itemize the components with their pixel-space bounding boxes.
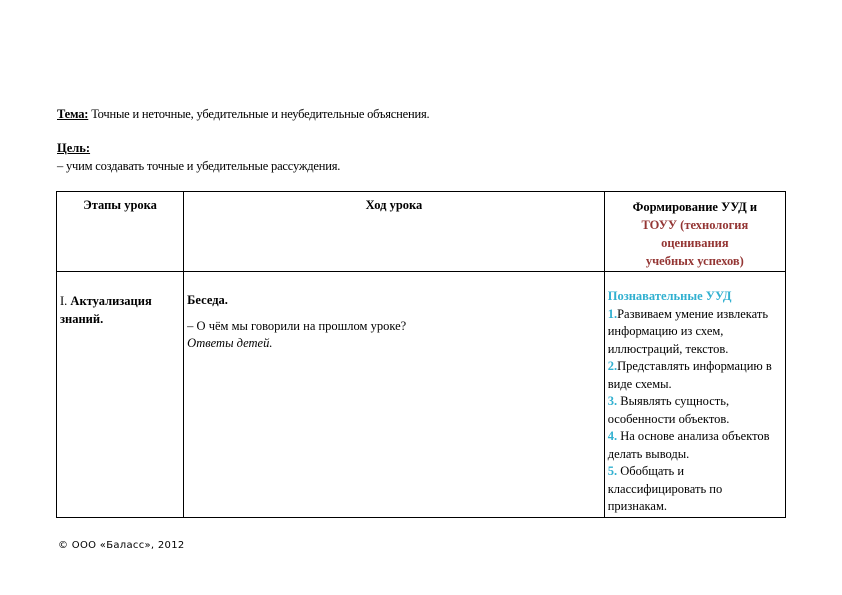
stage-number: I. xyxy=(60,294,71,308)
header-uud xyxy=(604,192,785,272)
course-title: Беседа. xyxy=(187,293,228,307)
uud-item: 3. Выявлять сущность, особенности объектов. xyxy=(607,394,730,426)
header-course: Ход урока xyxy=(184,192,605,272)
uud-item: 5. Обобщать и классифицировать по признакам. xyxy=(607,464,723,513)
topic-line xyxy=(57,107,429,122)
stage-cell xyxy=(57,272,184,518)
footer-copyright: © ООО «Баласс», 2012 xyxy=(58,540,185,551)
topic-text: Точные и неточные, убедительные и неубедительные объяснения. xyxy=(88,107,430,121)
course-answer: Ответы детей. xyxy=(187,336,273,350)
header-uud-line2: ТОУУ (технология xyxy=(641,218,749,232)
header-uud-line4: учебных успехов) xyxy=(645,254,744,268)
topic-label: Тема: xyxy=(57,107,89,121)
course-cell xyxy=(184,272,605,518)
table-header-row xyxy=(57,192,786,272)
stage-name: Актуализация знаний. xyxy=(60,294,152,326)
uud-item: 2.Представлять информацию в виде схемы. xyxy=(607,359,772,391)
uud-cell xyxy=(604,272,785,518)
header-stages: Этапы урока xyxy=(57,192,184,272)
course-question: – О чём мы говорили на прошлом уроке? xyxy=(187,319,407,333)
goal-label: Цель: xyxy=(57,141,91,155)
lesson-table xyxy=(56,191,786,518)
header-uud-line1: Формирование УУД и xyxy=(632,200,758,214)
uud-title: Познавательные УУД xyxy=(607,289,732,303)
uud-item: 4. На основе анализа объектов делать выводы. xyxy=(607,429,770,461)
table-row xyxy=(57,272,786,518)
uud-item: 1.Развиваем умение извлекать информацию из схем, иллюстраций, текстов. xyxy=(607,306,769,356)
header-uud-line3: оценивания xyxy=(661,236,729,250)
goal-text: – учим создавать точные и убедительные рассуждения. xyxy=(57,159,341,173)
